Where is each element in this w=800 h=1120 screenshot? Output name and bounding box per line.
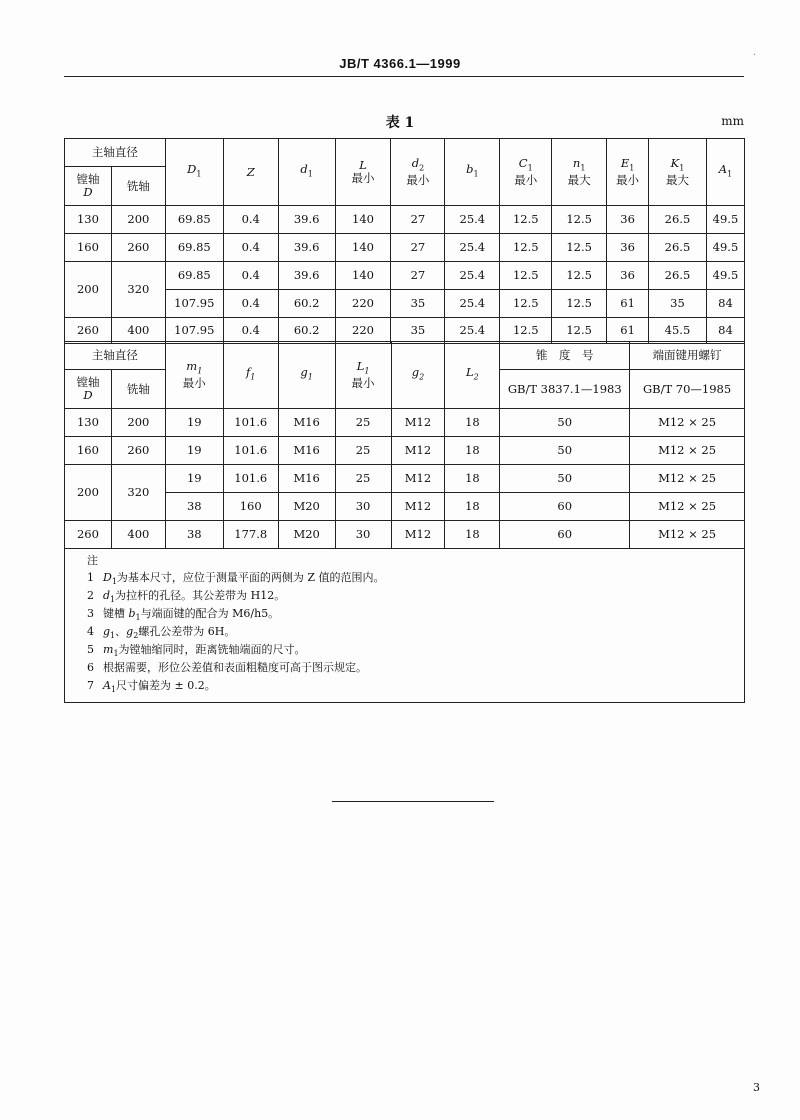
value-cell: 25.4	[445, 234, 500, 262]
note-text: 为镗轴缩同时，距离铣轴端面的尺寸。	[118, 643, 306, 656]
column-subscript: 1	[679, 163, 685, 173]
value-cell: 60.2	[278, 290, 335, 318]
value-cell: 49.5	[706, 262, 744, 290]
value-cell: 26.5	[649, 206, 707, 234]
table-row	[65, 206, 745, 234]
column-symbol: b	[466, 162, 474, 177]
column-subscript: 1	[580, 163, 586, 173]
boring-label: 镗轴	[76, 172, 100, 186]
note-symbol: b	[128, 607, 136, 620]
spindle-diameter-header: 主轴直径	[65, 139, 166, 167]
note-text: 与端面键的配合为 M6/h5。	[140, 607, 280, 620]
note-prefix: 键槽	[103, 607, 129, 620]
note-number: 7	[87, 679, 94, 692]
value-cell: 12.5	[500, 234, 552, 262]
note-symbol: g	[126, 625, 134, 638]
col-header	[445, 139, 500, 206]
value-cell: 69.85	[165, 234, 223, 262]
column-subscript: 1	[629, 163, 635, 173]
column-qualifier: 最小	[616, 173, 640, 188]
note-text: 根据需要，形位公差值和表面粗糙度可高于图示规定。	[103, 661, 367, 674]
note-item	[87, 588, 285, 604]
note-text: 尺寸偏差为 ± 0.2。	[116, 679, 216, 692]
column-subscript: 1	[727, 169, 733, 179]
note-subscript: 1	[110, 595, 116, 605]
value-cell: 12.5	[500, 290, 552, 318]
boring-diameter-cell: 260	[65, 521, 112, 549]
unit-label: mm	[721, 114, 744, 128]
screw-size-cell: M12 × 25	[630, 437, 745, 465]
value-cell: 0.4	[223, 206, 278, 234]
value-cell: 36	[607, 206, 649, 234]
column-symbol: d	[411, 155, 420, 170]
column-symbol: Z	[246, 164, 255, 179]
column-qualifier: 最小	[514, 173, 538, 188]
note-number: 2	[87, 589, 94, 602]
g1-header: $g_1$	[278, 342, 335, 409]
note-symbol: m	[103, 643, 114, 656]
value-cell: 12.5	[552, 262, 607, 290]
screw-size-cell: M12 × 25	[630, 409, 745, 437]
boring-diameter-cell: 130	[65, 206, 112, 234]
note-subscript: 2	[133, 631, 139, 641]
boring-diameter-cell: 160	[65, 437, 112, 465]
value-cell: 60.2	[278, 318, 335, 344]
value-cell: 101.6	[223, 465, 278, 493]
screw-size-cell: M12 × 25	[630, 493, 745, 521]
milling-diameter-cell: 200	[111, 409, 165, 437]
taper-number-cell: 60	[500, 521, 630, 549]
boring-symbol: D	[83, 388, 93, 402]
notes-title: 注	[87, 554, 98, 567]
value-cell: 26.5	[649, 234, 707, 262]
table-row	[65, 318, 745, 344]
note-number: 3	[87, 607, 94, 620]
table-row	[65, 493, 745, 521]
L2-header: $L_2$	[445, 342, 500, 409]
value-cell: 140	[335, 206, 391, 234]
value-cell: 39.6	[278, 234, 335, 262]
g2-header: $g_2$	[391, 342, 445, 409]
value-cell: 35	[649, 290, 707, 318]
boring-diameter-cell: 260	[65, 318, 112, 344]
value-cell: 18	[445, 409, 500, 437]
value-cell: 25	[335, 437, 391, 465]
column-subscript: 1	[527, 163, 533, 173]
note-number: 6	[87, 661, 94, 674]
value-cell: 35	[391, 318, 445, 344]
value-cell: M20	[278, 521, 335, 549]
column-symbol: L	[359, 158, 367, 172]
col-header	[335, 139, 391, 206]
table-row	[65, 262, 745, 290]
milling-diameter-cell: 400	[111, 318, 165, 344]
value-cell: M12	[391, 493, 445, 521]
value-cell: 12.5	[552, 206, 607, 234]
value-cell: 39.6	[278, 262, 335, 290]
value-cell: 69.85	[165, 262, 223, 290]
note-text: 螺孔公差带为 6H。	[138, 625, 236, 638]
value-cell: 36	[607, 262, 649, 290]
value-cell: 84	[706, 318, 744, 344]
value-cell: M12	[391, 437, 445, 465]
col-header	[500, 139, 552, 206]
value-cell: 19	[165, 437, 223, 465]
value-cell: 0.4	[223, 234, 278, 262]
boring-spindle-header	[65, 167, 112, 206]
column-subscript: 1	[307, 169, 313, 179]
note-item	[87, 624, 235, 640]
value-cell: 25	[335, 409, 391, 437]
column-qualifier: 最大	[567, 173, 591, 188]
value-cell: M20	[278, 493, 335, 521]
column-symbol: A	[718, 162, 728, 177]
value-cell: 177.8	[223, 521, 278, 549]
value-cell: 0.4	[223, 290, 278, 318]
value-cell: 25.4	[445, 290, 500, 318]
milling-diameter-cell: 320	[111, 465, 165, 521]
value-cell: 61	[607, 318, 649, 344]
boring-diameter-cell: 160	[65, 234, 112, 262]
value-cell: 36	[607, 234, 649, 262]
note-text: 为基本尺寸，应位于测量平面的两侧为 Z 值的范围内。	[116, 571, 385, 584]
milling-diameter-cell: 400	[111, 521, 165, 549]
column-symbol: E	[620, 155, 630, 170]
value-cell: 49.5	[706, 206, 744, 234]
dimension-table-1	[64, 138, 745, 344]
value-cell: 107.95	[165, 290, 223, 318]
boring-diameter-cell: 130	[65, 409, 112, 437]
milling-diameter-cell: 320	[111, 262, 165, 318]
screw-standard: GB/T 70—1985	[630, 370, 745, 409]
value-cell: 45.5	[649, 318, 707, 344]
m1-header: $m_1$ 最小	[165, 342, 223, 409]
value-cell: 18	[445, 465, 500, 493]
column-qualifier: 最小	[406, 173, 430, 188]
table-row	[65, 437, 745, 465]
note-subscript: 1	[110, 685, 117, 695]
value-cell: 140	[335, 262, 391, 290]
value-cell: M16	[278, 409, 335, 437]
dimension-table-2	[64, 341, 745, 549]
col-header	[278, 139, 335, 206]
value-cell: 18	[445, 521, 500, 549]
note-separator: 、	[115, 625, 127, 638]
col-header	[607, 139, 649, 206]
column-symbol: D	[187, 162, 197, 177]
value-cell: 12.5	[552, 234, 607, 262]
L1-header: $L_1$ 最小	[335, 342, 391, 409]
note-item	[87, 606, 279, 622]
note-number: 1	[87, 571, 94, 584]
note-number: 5	[87, 643, 94, 656]
milling-spindle-header: 铣轴	[111, 167, 165, 206]
note-subscript: 1	[111, 577, 117, 587]
value-cell: M12	[391, 409, 445, 437]
value-cell: 18	[445, 493, 500, 521]
value-cell: 220	[335, 290, 391, 318]
value-cell: 26.5	[649, 262, 707, 290]
column-symbol: d	[300, 162, 308, 177]
note-subscript: 1	[135, 613, 141, 623]
value-cell: 35	[391, 290, 445, 318]
table-row	[65, 409, 745, 437]
value-cell: 18	[445, 437, 500, 465]
boring-diameter-cell: 200	[65, 262, 112, 318]
value-cell: 38	[165, 521, 223, 549]
column-symbol: K	[670, 155, 680, 170]
note-subscript: 1	[110, 631, 116, 641]
col-header	[552, 139, 607, 206]
value-cell: 12.5	[500, 262, 552, 290]
column-symbol: C	[518, 155, 528, 170]
table-title: 表 1	[385, 115, 415, 131]
value-cell: 12.5	[552, 318, 607, 344]
value-cell: 49.5	[706, 234, 744, 262]
value-cell: M12	[391, 521, 445, 549]
col-header	[223, 139, 278, 206]
table-row	[65, 465, 745, 493]
table-row	[65, 521, 745, 549]
col-header	[391, 139, 445, 206]
note-subscript: 1	[113, 649, 119, 659]
value-cell: 25.4	[445, 318, 500, 344]
col-header	[649, 139, 707, 206]
value-cell: M12	[391, 465, 445, 493]
note-item	[87, 642, 306, 658]
milling-spindle-header: 铣轴	[111, 370, 165, 409]
milling-diameter-cell: 260	[111, 437, 165, 465]
value-cell: 39.6	[278, 206, 335, 234]
value-cell: M16	[278, 465, 335, 493]
note-symbol: g	[103, 625, 111, 638]
value-cell: 12.5	[500, 206, 552, 234]
f1-header: $f_1$	[223, 342, 278, 409]
value-cell: 101.6	[223, 409, 278, 437]
note-symbol: D	[103, 571, 112, 584]
scan-mark: ·	[752, 50, 756, 61]
note-item	[87, 570, 385, 586]
value-cell: 61	[607, 290, 649, 318]
taper-number-cell: 60	[500, 493, 630, 521]
value-cell: 0.4	[223, 318, 278, 344]
value-cell: 25.4	[445, 206, 500, 234]
end-rule	[332, 801, 494, 802]
boring-diameter-cell: 200	[65, 465, 112, 521]
value-cell: 27	[391, 234, 445, 262]
screw-size-cell: M12 × 25	[630, 465, 745, 493]
taper-number-cell: 50	[500, 409, 630, 437]
value-cell: 25.4	[445, 262, 500, 290]
col-header	[706, 139, 744, 206]
value-cell: 84	[706, 290, 744, 318]
boring-spindle-header	[65, 370, 112, 409]
value-cell: 19	[165, 465, 223, 493]
note-number: 4	[87, 625, 94, 638]
spindle-diameter-header: 主轴直径	[65, 342, 166, 370]
value-cell: 69.85	[165, 206, 223, 234]
value-cell: 27	[391, 262, 445, 290]
note-symbol: A	[103, 679, 111, 692]
milling-diameter-cell: 260	[111, 234, 165, 262]
column-subscript: 1	[473, 169, 479, 179]
page-number: 3	[753, 1081, 760, 1094]
taper-standard: GB/T 3837.1—1983	[500, 370, 630, 409]
column-symbol: n	[572, 155, 581, 170]
value-cell: 38	[165, 493, 223, 521]
value-cell: 19	[165, 409, 223, 437]
col-header	[165, 139, 223, 206]
standard-number: JB/T 4366.1—1999	[339, 56, 461, 71]
value-cell: M16	[278, 437, 335, 465]
note-item	[87, 678, 216, 694]
table-row	[65, 234, 745, 262]
boring-symbol: D	[83, 185, 93, 199]
value-cell: 160	[223, 493, 278, 521]
note-item	[87, 660, 367, 676]
milling-diameter-cell: 200	[111, 206, 165, 234]
column-qualifier: 最小	[351, 171, 375, 185]
value-cell: 220	[335, 318, 391, 344]
taper-number-cell: 50	[500, 465, 630, 493]
note-symbol: d	[103, 589, 111, 602]
column-subscript: 1	[196, 169, 202, 179]
value-cell: 107.95	[165, 318, 223, 344]
value-cell: 25	[335, 465, 391, 493]
header-rule	[64, 76, 744, 77]
value-cell: 30	[335, 521, 391, 549]
column-subscript: 2	[419, 163, 425, 173]
table-row	[65, 290, 745, 318]
taper-number-header: 锥 度 号	[500, 342, 630, 370]
value-cell: 140	[335, 234, 391, 262]
column-qualifier: 最大	[665, 173, 689, 188]
value-cell: 30	[335, 493, 391, 521]
key-screw-header: 端面键用螺钉	[630, 342, 745, 370]
value-cell: 12.5	[500, 318, 552, 344]
notes-section	[64, 548, 745, 703]
note-text: 为拉杆的孔径。其公差带为 H12。	[115, 589, 286, 602]
value-cell: 0.4	[223, 262, 278, 290]
value-cell: 27	[391, 206, 445, 234]
taper-number-cell: 50	[500, 437, 630, 465]
screw-size-cell: M12 × 25	[630, 521, 745, 549]
value-cell: 12.5	[552, 290, 607, 318]
value-cell: 101.6	[223, 437, 278, 465]
boring-label: 镗轴	[76, 375, 100, 389]
